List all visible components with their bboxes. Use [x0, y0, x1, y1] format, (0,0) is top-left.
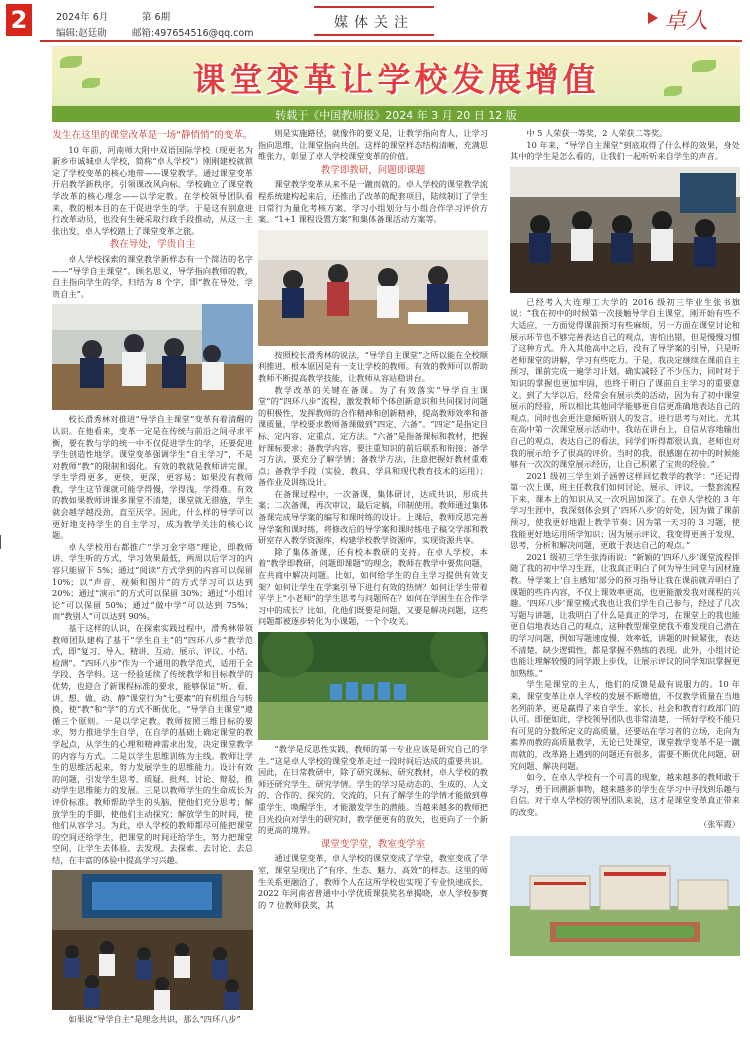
page-number: 2: [6, 4, 32, 36]
masthead-logo: [648, 4, 738, 36]
section-title: 媒体关注: [334, 15, 414, 31]
section-heading: 教学即教研，问题即课题: [320, 164, 426, 176]
section-label: [314, 6, 434, 36]
classroom-photo: [510, 167, 740, 293]
paragraph: 课堂教学变革从来不是一蹴而就的。卓人学校的课堂教学流程系统建构起来后，还推出了改革的配套项目，陆续制订了学生日常行为量化考核方案、学习小组划分与小组合作学习评价方案、“1+1 课程设置方案”和集体备课活动方案等。: [258, 179, 488, 225]
page-header: [0, 0, 750, 44]
paragraph: 校长滑秀林对推进“导学自主课堂”变革有着清醒的认识。在他看来，变革一定是在传统与前沿之间寻求平衡，要在教与学的统一中不仅促进学生的学，还要促进学生创造性地学。课堂变革强调学生“自主学习”，不是对教师“教”的限制和弱化。有效的教就是教师讲完课，学生学得更多，更快，更深，更容易；如果没有教师教，学生这节课就可能学得慢，学得浅，学得难。有效的教如果教师讲课多课堂不清楚，课堂就无措施，学生就会越学越没劲，直至厌学。因此，什么样的导学可以更好地支持学生的自主学习，成为教学关注的核心议题。: [52, 414, 253, 541]
paragraph: 2021 级初三学生刘子涵曾这样回忆教学的教学：“还记得第一次上课，班主任教我们如何讨论、展示、评议，一整套流程下来，课本上的知识从又一次巩固加深了。在卓人学校的 3 年学习生涯中，我深刻体会到了‘四环八步’的好处，因为做了课前预习，使我更好地跟上教学节奏；因为第一天习的 3 习题，使我能更好地运用所学知识；因为展示评议，我变得更善于发现、思考，分析和解决问题，更敢于表达自己的观点。”: [510, 470, 740, 551]
crop-mark: [0, 535, 10, 549]
article-title: 课堂变革让学校发展增值: [192, 60, 600, 99]
campus-aerial-photo: [510, 836, 740, 956]
section-heading: 发生在这里的课堂改革是一场“静悄悄”的变革。: [52, 130, 253, 141]
campus-photo: [258, 632, 488, 740]
editor-name: 编辑:赵廷勋: [56, 28, 107, 39]
article-source: 转载于《中国教师报》2024 年 3 月 20 日 12 版: [275, 109, 517, 122]
classroom-photo: [52, 304, 253, 410]
paragraph: 按照校长滑秀林的说法，“导学自主课堂”之所以能在全校顺利推进，根本原因是有一支让学校的教师。有效的教师可以帮助教师不断提高教学技能，让教师从容站稳讲台。: [258, 349, 488, 383]
paragraph: 2021 级初三学生张涛雨说：“新颖的‘四环八步’课堂流程伴随了我的初中学习生涯，让我真正明白了何为导生同堂与因材施教。导学案上‘自主感知’部分的预习指导让我在课前就弄明白了课题的些许内容，不仅上课效率更高，也更能激发我对课程的兴趣。‘四环八步’课堂模式我也让我们学生自己参与，经过了几次写题与讲题，让我明白了什么是真正的学习，在课堂上的我也能更自信地表达自己的观点，这种教型课堂使我不难发现自己潜在的学习问题，例如写题速度慢、效率低，讲题的时候紧张，表达不清楚，缺少逻辑性，都是掌握不熟练的表现。此外，小组讨论也能让理解较慢的同学跟上步伐，让展示评议的同学知识掌握更加熟练。”: [510, 551, 740, 678]
paragraph: “教学是反思性实践，教师的第一专业应该是研究自己的学生。”这是卓人学校的课堂变革走过一段时间后达成的重要共识。因此，在日常教研中，除了研究课标、研究教材，卓人学校的教师还研究学生、研究学情。学生的学习是动态的、生成的、人文的、合作的、探究的、交流的，只有了解学生的学情才能做到尊重学生、唤醒学生，才能激发学生的潜能。当越来越多的教师把目光投向对学生的研究时，教学便更有的放矢，也更向了一个新的更高的境界。: [258, 744, 488, 836]
logo-triangle-icon: [648, 12, 658, 24]
paragraph: 则是实施路径，就像作的要义是，让教学指向育人，让学习指向思维，让课堂指向共创。这样的课堂样态结构清晰，充满思维张力，彰显了卓人学校课堂变革的价值。: [258, 128, 488, 162]
section-heading: 教在导处，学贵自主: [109, 239, 196, 251]
column-1: [52, 128, 253, 1026]
paragraph: 已经考入大连理工大学的 2016 级初三毕业生张书旗说：“我在初中的时候第一次接触导学自主课堂，刚开始有些不大适应，一方面觉得课前预习有些麻烦，另一方面在课堂讨论和展示环节也不够完善表达自己的观点，害怕出错，但是慢慢习惯了这种方式。升入其他高中之后，没有了导学案的引导，只是听老师课堂的讲解，学习有些吃力。于是，我决定继续在课前自主预习，课前完成一遍学习计划，确实减轻了不少压力，同时对于知识的掌握也更加牢固，也终于明白了课前自主学习的重要意义。到了大学以后，经常会有展示类的活动，因为有了初中课堂展示的经验，所以相比其他同学能够更自信更准确地表达自己的观点。同时也会更注意倾听别人的发言，进行思考与对比。尤其在高中第一次课堂展示活动中，我站在讲台上，自信从容地输出自己的观点，表达自己的看法，同学们听得都很认真，老师也对我的展示给予了很高的评价。当时的我，很感谢在初中的时候能够有一次次的课堂展示经历，让自己积累了宝贵的经验。”: [510, 296, 740, 470]
classroom-photo: [52, 870, 253, 1010]
classroom-photo: [258, 230, 488, 346]
column-2: [258, 128, 488, 911]
paragraph: 10 年来，“导学自主课堂”到底取得了什么样的效果，身处其中的学生是怎么看的，让我们一起听听来自学生的声音。: [510, 139, 740, 162]
editor-email: 邮箱:497654516@qq.com: [132, 28, 254, 39]
paragraph: 10 年前，河南师大附中双语国际学校（现更名为新乡市诚城卓人学校，简称“卓人学校”）刚刚建校就锁定了学校变革的核心地带——课堂教学。通过课堂变革开启教学新秩序，引领课改风向标。学校确立了课堂教学改革的核心理念——以学定教。在学校领导团队看来，教的根本目的在于促进学生的学。于是这有别意进行改革动员，也没有生硬采取行政手段推动，从这一主张出发，卓人学校踏上了课堂变革之旅。: [52, 144, 253, 236]
column-3: [510, 128, 740, 960]
paragraph: 卓人学校用右都推广“学习金字塔”理论，即教师讲、学生听的方式，学习效果最低，两周以后学习的内容只能留下 5%；通过“阅读”方式学到的内容可以保留 10%；以“声音、视频和图片”的方式学习可以达到 20%；通过“演示”的方式可以保留 30%；通过“小组讨论”可以保留 50%；通过“做中学”可以达到 75%；而“教别人”可以达到 90%。: [52, 541, 253, 622]
paragraph: 如果说“导学自主”是理念共识，那么“四环八步”: [68, 1014, 241, 1025]
paragraph: 如今，在卓人学校有一个可喜的现象，越来越多的教师敢于学习，勇于回溯新事物，越来越多的学生在学习中寻找到乐趣与自信。对于卓人学校的领导团队来说，这才是课堂变革真正带来的改变。: [510, 772, 740, 817]
issue-number: 第 6期: [142, 12, 171, 23]
header-rule: [40, 40, 742, 42]
article-author: （张军霞）: [699, 818, 740, 829]
masthead-brand: 卓人: [664, 9, 709, 34]
paragraph: 基于这样的认识，在探索实践过程中，滑秀林带领教师团队建构了基于“学生自主”的“四环八步”教学范式，即“复习、导入、精讲、互动、展示、评议、小结、检测”。“四环八步”作为一个通用的教学范式，适用于全学段、各学科。这一经验延续了传统教学和目标教学的优势，也迎合了新课程标准的要求，能够保证“听、看、讲、想、做、动、静”课堂行为“七要素”的有机组合与转换，使“教”和“学”的方式不断优化，“导学自主课堂”遵循三个原则。一是以学定教。教师按照三维目标的要求，努力推进学生自学，在自学的基础上确定课堂的教学起点，从学生的心理和精神需求出发，决定课堂教学的内容与方式。二是以学生思维训练为主线。教师让学生的思维活起来，努力发展学生的思维能力。设计有效的问题，引发学生思考、质疑、批判、讨论、辩驳，推动学生思维能力的发展。三是以教师学生的生命成长为评价标准。教师帮助学生的头脑，使他们充分思考；解放学生的手脚，使他们主动探究；解放学生的时间，使他们从容学习。为此，卓人学校的教师都尽可能把课堂的空间还给学生，把课堂的时间还给学生，努力把课堂空间，让学生去体验、去发现、去探索、去讨论、去总结，在丰富的体验中提高学习兴趣。: [52, 623, 253, 865]
paragraph: 教学改革的关键在备课。为了有效落实“导学自主课堂”的“四环八步”流程，激发教师个体创新意识和共同探讨问题的积极性，发挥教师的合作精神和创新精神，提高教师效率和备课质量，学校要求教师备课做到“四定、六备”。“四定”是指定目标、定内容、定重点、定方法。“六备”是指备课标和教材，把握好课标要求；备教学内容，要注重知识的前后联系和衔接；备学习方法，要充分了解学情；备教学方法，注意把握好教材重难点；备教学手段（实验、教具、学具和现代教育技术的运用）；备作业及训练设计。: [258, 384, 488, 488]
source-bar: [52, 106, 740, 122]
section-heading: 课堂变学堂，教室变学室: [320, 838, 426, 850]
issue-date: 2024年 6月: [56, 12, 109, 23]
paragraph: 通过课堂变革，卓人学校的课堂变成了学堂，教室变成了学室，课堂呈现出了“有序、生态、魅力、高效”的样态。这里的师生关系更融洽了，教师个人在这所学校也实现了专业快速成长，2022 年河南省普通中小学优质课获奖名单揭晓，卓人学校参赛的 7 位教师获奖，其: [258, 853, 488, 910]
paragraph: 中 5 人荣获一等奖，2 人荣获二等奖。: [526, 128, 668, 138]
paragraph: 卓人学校探索的课堂教学新样态有一个简洁的名字——“导学自主课堂”。顾名思义，导学指向教师的教，自主指向学生的学，归结为 8 个字，即“教在导处，学贵自主”。: [52, 253, 253, 299]
paragraph: 在备课过程中，一次备课，集体研讨，达成共识，形成共案；二次备课，再次审议，最后定稿，印制使用。教师通过集体备课完成导学案的编写和课时练的设计。上课后，教师反思完善导学案和课时练，将修改后的导学案和课时练电子稿交学部和教研室存入教学资源库，构建学校教学资源库，实现资源共享。: [258, 488, 488, 546]
paragraph: 学生是课堂的主人，他们的反馈是最有说服力的。10 年来，课堂变革让卓人学校的发展不断增值，不仅教学质量在当地名列前茅，更是赢得了来自学生、家长、社会和教育行政部门的认可。即便如此，学校领导团队也非常清楚，一所好学校不能只有可见的分数所定义的高质量，还要站在学习者的立场，走向为素养而教的高质量教学，无论已处课堂，课堂教学变革不是一蹴而就的，改革路上遇到的问题还有很多，需要不断优化问题、研究问题、解决问题。: [510, 679, 740, 771]
paragraph: 除了集体备课，还有校本教研的支持。在卓人学校，本着“教学即教研，问题即课题”的理念，教师在教学中要焦问题，在共商中解决问题。比如，如何给学生的自主学习提供有效支架？如何让学生在学案引导下进行有效的热情？如何让学生带着平学上“小老师”的学生思考与问题所在？如何在学困生在合作学习中的成长？比如，化他们既要是问题，又要是解决问题，这些问题都被逐步转化为小课题，一个个攻关。: [258, 546, 488, 627]
